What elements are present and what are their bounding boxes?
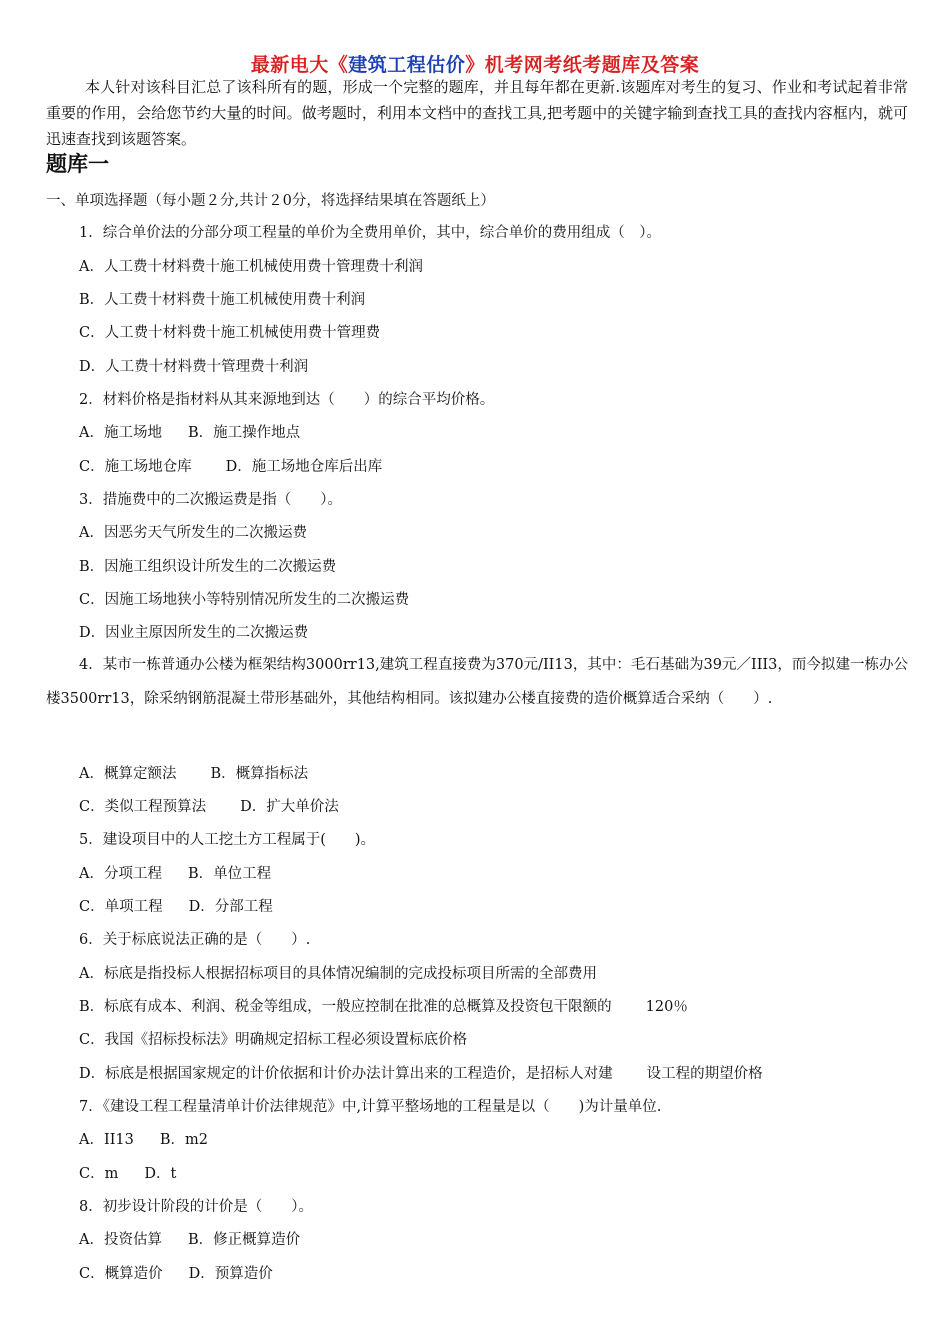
answer-option: A．概算定额法 (79, 766, 177, 782)
question-stem: 4．某市一栋普通办公楼为框架结构3000rr13,建筑工程直接费为370元/II13，其中：毛石基础为39元／III3，而今拟建一栋办公楼3500rr13，除采纳钢筋混凝土带形基础外，其他结构相同。该拟建办公楼直接费的造价概算适合采纳（ ）. (46, 657, 908, 707)
option-row (79, 1062, 763, 1083)
option-row (79, 1162, 176, 1183)
answer-option: B．人工费十材料费十施工机械使用费十利润 (79, 292, 366, 308)
answer-option-continued: 设工程的期望价格 (646, 1066, 763, 1082)
answer-option: A．人工费十材料费十施工机械使用费十管理费十利润 (79, 259, 423, 275)
answer-option: B．修正概算造价 (187, 1232, 301, 1248)
answer-option: D．施工场地仓库后出库 (225, 459, 383, 475)
answer-option: B．m2 (159, 1132, 209, 1148)
question-stem: 8．初步设计阶段的计价是（ ）。 (79, 1199, 313, 1215)
answer-option: C．施工场地仓库 (79, 459, 192, 475)
answer-option: A．标底是指投标人根据招标项目的具体情况编制的完成投标项目所需的全部费用 (79, 966, 597, 982)
answer-option: C．我国《招标投标法》明确规定招标工程必须设置标底价格 (79, 1032, 468, 1048)
answer-option: D．预算造价 (188, 1266, 273, 1282)
answer-option: B．因施工组织设计所发生的二次搬运费 (79, 559, 337, 575)
question-stem: 6．关于标底说法正确的是（ ）. (79, 932, 311, 948)
question-stem: 2．材料价格是指材料从其来源地到达（ ）的综合平均价格。 (79, 392, 495, 408)
document-title (0, 50, 950, 77)
answer-option: A．投资估算 (79, 1232, 162, 1248)
answer-option: A．因恶劣天气所发生的二次搬运费 (79, 525, 307, 541)
option-row (79, 1128, 208, 1149)
answer-option: A．施工场地 (79, 425, 162, 441)
title-prefix: 最新电大《 (250, 54, 349, 76)
answer-option: C．因施工场地狭小等特别情况所发生的二次搬运费 (79, 592, 410, 608)
intro-paragraph: 本人针对该科目汇总了该科所有的题，形成一个完整的题库，并且每年都在更新.该题库对考生的复习、作业和考试起着非常重要的作用，会给您节约大量的时间。做考题时，利用本文档中的查找工具,把考题中的关键字输到查找工具的查找内容框内，就可迅速查找到该题答案。 (46, 78, 908, 148)
answer-option-continued: 120％ (645, 999, 688, 1015)
option-row (79, 1262, 273, 1283)
option-row (79, 762, 308, 783)
answer-option: D．因业主原因所发生的二次搬运费 (79, 625, 309, 641)
section-heading: 一、单项选择题（每小题２分,共计２0分，将选择结果填在答题纸上） (46, 193, 495, 209)
option-row (79, 455, 382, 476)
answer-option: A．分项工程 (79, 866, 162, 882)
question-stem: 7．《建设工程工程量清单计价法律规范》中,计算平整场地的工程量是以（ )为计量单位. (79, 1099, 662, 1115)
option-row (79, 995, 688, 1016)
answer-option: C．概算造价 (79, 1266, 163, 1282)
question-stem: 5．建设项目中的人工挖土方工程属于( )。 (79, 832, 376, 848)
bank-heading: 题库一 (46, 152, 109, 176)
answer-option: D．分部工程 (188, 899, 273, 915)
answer-option: B．概算指标法 (210, 766, 309, 782)
answer-option: C．m (79, 1166, 119, 1182)
answer-option: B．标底有成本、利润、税金等组成，一般应控制在批准的总概算及投资包干限额的 (79, 999, 612, 1015)
title-course-name: 建筑工程估价 (348, 54, 466, 76)
answer-option: A．II13 (79, 1132, 134, 1148)
answer-option: C．类似工程预算法 (79, 799, 207, 815)
option-row (79, 895, 273, 916)
question-stem: 1．综合单价法的分部分项工程量的单价为全费用单价，其中，综合单价的费用组成（ ）。 (79, 225, 661, 241)
option-row (79, 421, 300, 442)
answer-option: C．单项工程 (79, 899, 163, 915)
question-stem: 3．措施费中的二次搬运费是指（ ）。 (79, 492, 342, 508)
answer-option: B．单位工程 (187, 866, 272, 882)
title-suffix: 》机考网考纸考题库及答案 (465, 54, 700, 76)
answer-option: D．人工费十材料费十管理费十利润 (79, 359, 309, 375)
answer-option: C．人工费十材料费十施工机械使用费十管理费 (79, 325, 381, 341)
option-row (79, 795, 339, 816)
answer-option: D．扩大单价法 (240, 799, 339, 815)
option-row (79, 862, 271, 883)
answer-option: D．t (144, 1166, 177, 1182)
option-row (79, 1228, 300, 1249)
answer-option: D．标底是根据国家规定的计价依据和计价办法计算出来的工程造价，是招标人对建 (79, 1066, 613, 1082)
answer-option: B．施工操作地点 (187, 425, 301, 441)
